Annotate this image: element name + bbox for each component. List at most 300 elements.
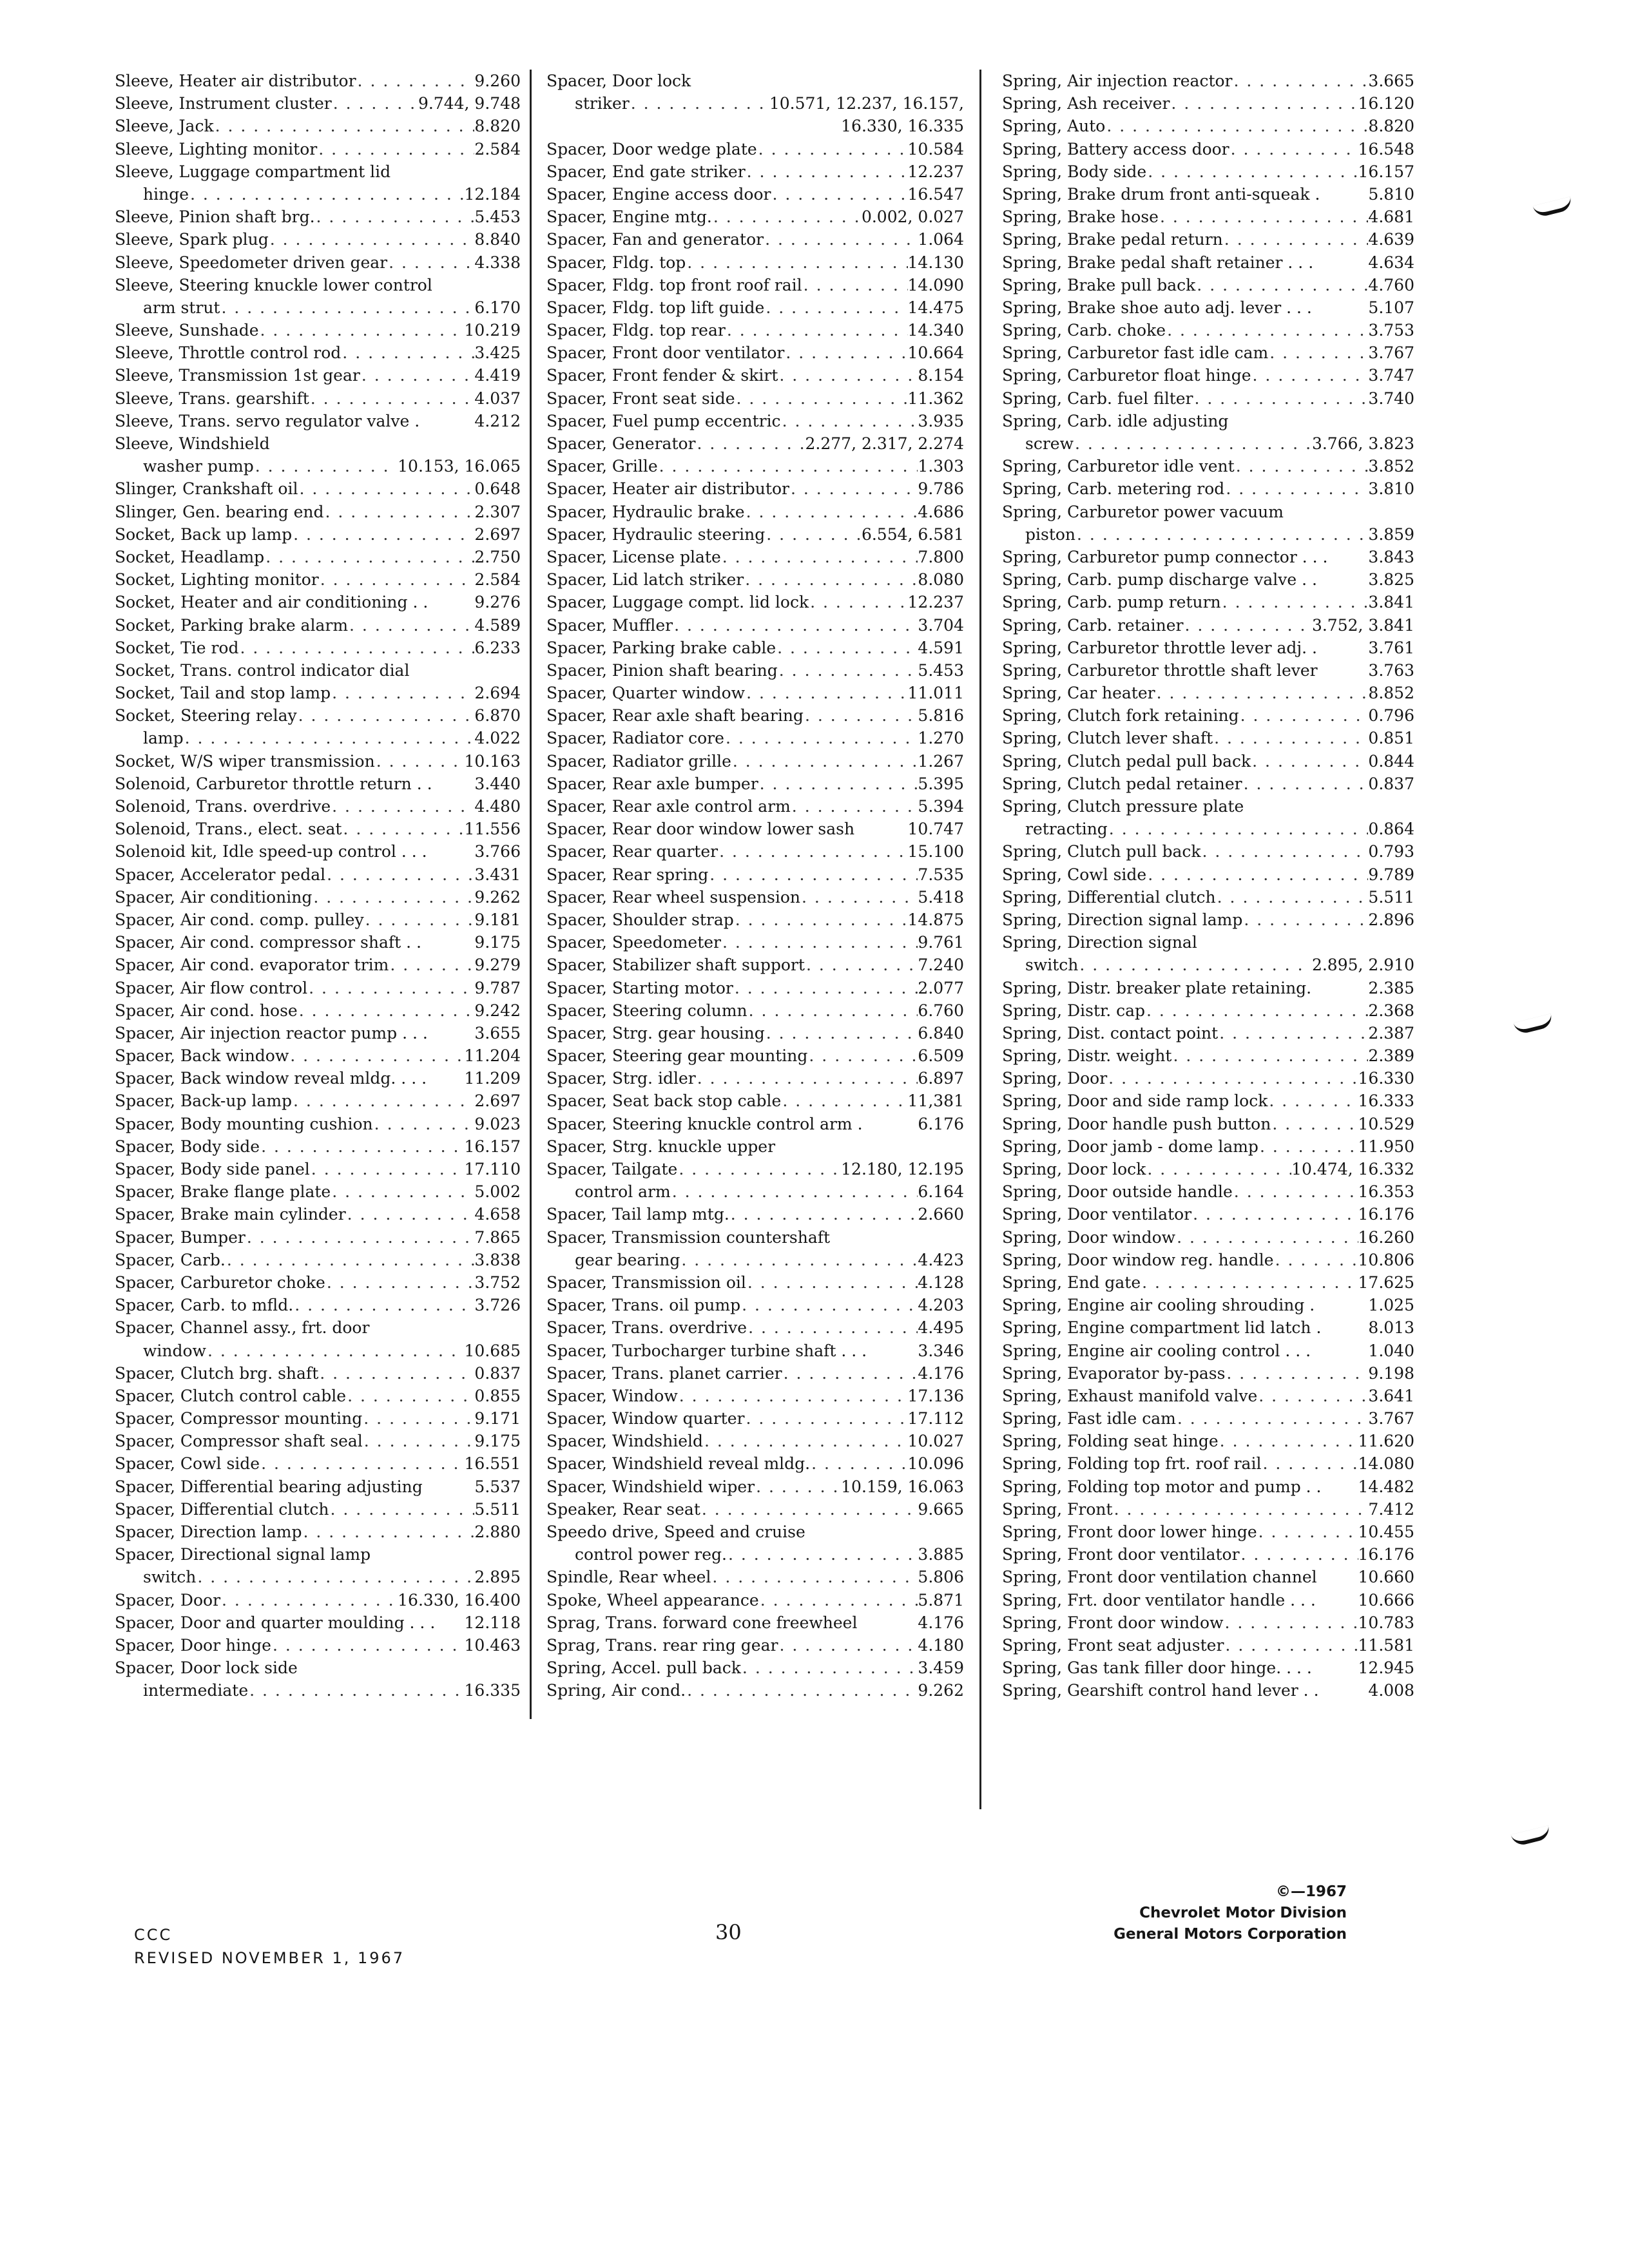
entry-title: Spacer, Channel assy., frt. door	[115, 1318, 370, 1338]
index-entry	[1002, 727, 1414, 749]
entry-title: window	[143, 1341, 206, 1360]
entry-title: Sleeve, Spark plug	[115, 230, 269, 249]
entry-reference: 16.176	[1358, 1205, 1414, 1224]
dot-leader	[805, 954, 918, 976]
entry-title: Socket, Trans. control indicator dial	[115, 660, 410, 680]
dot-leader	[1223, 1611, 1358, 1634]
dot-leader	[1224, 477, 1368, 500]
entry-title: Spacer, Differential clutch	[115, 1499, 329, 1519]
index-entry	[1002, 296, 1414, 319]
entry-title: Spacer, Back window reveal mldg. . . .	[115, 1069, 427, 1088]
entry-title: Spacer, Directional signal lamp	[115, 1545, 371, 1564]
dot-leader	[1146, 863, 1368, 886]
entry-reference: 4.495	[918, 1318, 964, 1338]
dot-leader	[1258, 1135, 1358, 1158]
index-entry	[115, 1452, 521, 1475]
index-entry	[546, 477, 964, 500]
entry-title: Spring, Accel. pull back	[546, 1658, 741, 1678]
index-entry	[115, 1679, 521, 1702]
dot-leader	[318, 1362, 474, 1385]
entry-reference: 4.686	[918, 502, 964, 521]
entry-reference: 0.864	[1368, 820, 1414, 839]
entry-title: Spring, Carb. retainer	[1002, 615, 1184, 635]
entry-title: Spacer, Body side panel	[115, 1160, 310, 1178]
index-entry	[1002, 1113, 1414, 1135]
dot-leader	[758, 773, 918, 795]
index-entry	[115, 296, 521, 319]
entry-title: Spring, Fast idle cam	[1002, 1409, 1176, 1428]
entry-reference: 3.843	[1368, 547, 1414, 566]
entry-title: Spacer, Windshield wiper	[546, 1477, 755, 1496]
entry-reference: 4.128	[918, 1273, 964, 1292]
index-entry	[546, 863, 964, 886]
entry-reference: 6.840	[918, 1023, 964, 1043]
entry-reference: 3.752, 3.841	[1311, 615, 1414, 635]
dot-leader	[680, 1249, 918, 1271]
dot-leader	[696, 1067, 918, 1090]
entry-title: Socket, Heater and air conditioning . .	[115, 593, 429, 612]
entry-title: Spacer, Pinion shaft bearing	[546, 660, 778, 680]
entry-reference: 9.262	[474, 887, 521, 907]
index-entry	[1002, 501, 1414, 523]
entry-reference: 9.786	[918, 479, 964, 499]
dot-leader	[362, 1407, 474, 1430]
entry-title: Spacer, Differential bearing adjusting	[115, 1477, 423, 1496]
entry-title: Spring, Brake drum front anti-squeak .	[1002, 184, 1320, 204]
entry-reference: 4.212	[474, 411, 521, 430]
entry-title: Spring, Carburetor throttle lever adj. .	[1002, 638, 1317, 657]
footer-revised-date: REVISED NOVEMBER 1, 1967	[134, 1949, 405, 1967]
entry-reference: 16.157	[464, 1137, 521, 1156]
index-entry	[115, 1634, 521, 1657]
index-entry	[1002, 591, 1414, 613]
dot-leader	[356, 70, 475, 92]
dot-leader	[293, 1294, 474, 1316]
entry-reference: 6.164	[918, 1182, 964, 1202]
index-entry	[1002, 523, 1414, 546]
margin-tick-mark	[1532, 197, 1573, 218]
index-entry	[115, 523, 521, 546]
dot-leader	[1166, 319, 1368, 341]
entry-reference: 16.330, 16.335	[841, 117, 964, 136]
index-entry	[115, 750, 521, 773]
index-entry	[115, 1362, 521, 1385]
entry-title: Spacer, Clutch control cable	[115, 1386, 347, 1405]
entry-reference: 5.537	[474, 1477, 521, 1496]
index-entry	[1002, 1566, 1414, 1588]
entry-title: Spacer, Air cond. hose	[115, 1001, 298, 1020]
entry-title: Spring, Carburetor power vacuum	[1002, 502, 1284, 521]
entry-title: Sleeve, Luggage compartment lid	[115, 162, 391, 181]
footer-corporation: General Motors Corporation	[1113, 1926, 1347, 1943]
entry-title: Spacer, Bumper	[115, 1227, 246, 1247]
entry-title: Spacer, Air injection reactor pump . . .	[115, 1023, 428, 1043]
index-entry	[1002, 1498, 1414, 1521]
index-entry	[1002, 818, 1414, 840]
entry-title: Solenoid, Trans., elect. seat	[115, 820, 342, 839]
index-entry	[546, 1044, 964, 1067]
dot-leader	[317, 138, 474, 160]
index-entry	[546, 977, 964, 999]
entry-reference: 4.760	[1368, 275, 1414, 294]
index-entry	[1002, 1044, 1414, 1067]
dot-leader	[1274, 1249, 1358, 1271]
index-entry	[115, 206, 521, 228]
dot-leader	[686, 251, 907, 274]
index-entry	[115, 319, 521, 341]
entry-title: Spacer, Starting motor	[546, 978, 733, 997]
index-entry	[115, 591, 521, 613]
entry-title: Socket, Steering relay	[115, 706, 297, 726]
entry-reference: 6.233	[474, 638, 521, 657]
dot-leader	[271, 1634, 465, 1657]
index-entry	[115, 1407, 521, 1430]
entry-reference: 10.571, 12.237, 16.157,	[769, 94, 964, 113]
entry-title: Spring, Carb. pump return	[1002, 593, 1221, 612]
entry-reference: 9.198	[1368, 1363, 1414, 1383]
index-entry	[115, 1611, 521, 1634]
entry-reference: 4.589	[474, 615, 521, 635]
entry-reference: 14.090	[907, 275, 964, 294]
dot-leader	[220, 1589, 398, 1611]
entry-reference: 4.658	[474, 1205, 521, 1224]
entry-reference: 4.203	[918, 1296, 964, 1315]
dot-leader	[1078, 954, 1312, 976]
entry-title: Spring, Carb. choke	[1002, 321, 1166, 340]
entry-title: Spring, Direction signal lamp	[1002, 910, 1243, 929]
entry-title: arm strut	[143, 298, 220, 317]
dot-leader	[1074, 432, 1312, 455]
dot-leader	[248, 1679, 464, 1702]
index-entry	[546, 387, 964, 410]
entry-title: Spacer, Brake main cylinder	[115, 1205, 346, 1224]
index-entry	[1002, 1340, 1414, 1362]
dot-leader	[292, 1090, 474, 1112]
footer-code: CCC	[134, 1926, 173, 1944]
index-entry	[546, 228, 964, 251]
entry-title: Spacer, Fuel pump eccentric	[546, 411, 781, 430]
entry-title: Spring, Front door ventilator	[1002, 1545, 1240, 1564]
index-entry	[115, 1566, 521, 1588]
entry-title: Spring, Front	[1002, 1499, 1113, 1519]
entry-reference: 2.697	[474, 1091, 521, 1111]
entry-reference: 3.425	[474, 343, 521, 363]
index-entry	[115, 818, 521, 840]
dot-leader	[1239, 704, 1369, 727]
index-entry	[115, 999, 521, 1022]
entry-title: Spacer, Steering column	[546, 1001, 747, 1020]
dot-leader	[1195, 274, 1368, 296]
entry-reference: 11.620	[1358, 1432, 1414, 1451]
index-entry	[1002, 432, 1414, 455]
entry-reference: 9.175	[474, 933, 521, 952]
entry-reference: 10.474, 16.332	[1291, 1160, 1414, 1178]
dot-leader	[196, 1566, 474, 1588]
dot-leader	[1145, 999, 1368, 1022]
index-entry	[115, 1090, 521, 1112]
index-entry	[546, 70, 964, 92]
dot-leader	[718, 840, 907, 863]
dot-leader	[747, 1316, 918, 1339]
dot-leader	[1105, 115, 1368, 137]
dot-leader	[325, 863, 474, 886]
dot-leader	[1233, 70, 1369, 92]
index-entry	[546, 1634, 964, 1657]
dot-leader	[673, 614, 918, 637]
index-entry	[115, 1113, 521, 1135]
entry-reference: 1.303	[918, 457, 964, 476]
index-entry	[1002, 1362, 1414, 1385]
dot-leader	[781, 410, 918, 432]
index-entry	[115, 1657, 521, 1679]
index-entry	[546, 1113, 964, 1135]
entry-title: Spacer, Strg. knuckle upper	[546, 1137, 776, 1156]
index-entry	[1002, 455, 1414, 477]
entry-title: Spacer, Hydraulic steering	[546, 524, 766, 544]
dot-leader	[804, 704, 918, 727]
entry-reference: 5.810	[1368, 184, 1414, 204]
dot-leader	[310, 1158, 465, 1180]
entry-title: Spacer, Rear axle bumper	[546, 774, 758, 793]
entry-reference: 2.307	[474, 502, 521, 521]
dot-leader	[1240, 1543, 1358, 1566]
entry-reference: 0.837	[1368, 774, 1414, 793]
dot-leader	[700, 1498, 918, 1521]
dot-leader	[289, 1044, 464, 1067]
dot-leader	[686, 1679, 918, 1702]
index-entry	[115, 477, 521, 500]
index-entry	[115, 568, 521, 591]
entry-reference: 11.209	[464, 1069, 521, 1088]
index-entry	[1002, 773, 1414, 795]
entry-title: gear bearing	[575, 1250, 680, 1269]
entry-title: Spring, Evaporator by-pass	[1002, 1363, 1226, 1383]
index-entry	[546, 750, 964, 773]
index-entry	[1002, 1203, 1414, 1225]
index-entry	[546, 251, 964, 274]
index-entry	[115, 1022, 521, 1044]
entry-title: Sleeve, Jack	[115, 117, 214, 136]
index-entry	[546, 501, 964, 523]
entry-title: Spring, Folding seat hinge	[1002, 1432, 1219, 1451]
entry-title: Spring, Engine air cooling control . . .	[1002, 1341, 1311, 1360]
entry-title: Spacer, Rear axle control arm	[546, 797, 791, 816]
entry-title: Socket, Back up lamp	[115, 524, 293, 544]
entry-title: Spring, Distr. cap	[1002, 1001, 1145, 1020]
index-entry	[546, 568, 964, 591]
entry-title: Spring, Direction signal	[1002, 933, 1197, 952]
index-entry	[1002, 1090, 1414, 1112]
index-entry	[115, 614, 521, 637]
dot-leader	[1257, 1521, 1358, 1543]
dot-leader	[220, 296, 474, 319]
entry-reference: 5.418	[918, 887, 964, 907]
entry-title: Spring, Brake pull back	[1002, 275, 1196, 294]
dot-leader	[778, 364, 918, 387]
index-entry	[546, 92, 964, 115]
entry-title: Spacer, Rear quarter	[546, 842, 718, 861]
entry-reference: 6.897	[918, 1069, 964, 1088]
dot-leader	[226, 1249, 475, 1271]
entry-title: Spacer, Fan and generator	[546, 230, 764, 249]
entry-reference: 6.509	[918, 1046, 964, 1066]
index-entry	[115, 1294, 521, 1316]
index-entry	[546, 840, 964, 863]
entry-reference: 8.820	[1368, 117, 1414, 136]
index-entry	[546, 773, 964, 795]
entry-reference: 9.175	[474, 1432, 521, 1451]
index-entry	[115, 954, 521, 976]
index-entry	[1002, 1657, 1414, 1679]
entry-reference: 4.338	[474, 253, 521, 272]
entry-title: Spring, Ash receiver	[1002, 94, 1170, 113]
entry-title: Sprag, Trans. rear ring gear	[546, 1635, 778, 1655]
entry-reference: 17.112	[907, 1409, 964, 1428]
index-entry	[1002, 160, 1414, 183]
index-entry	[546, 1294, 964, 1316]
dot-leader	[348, 614, 474, 637]
dot-leader	[1108, 818, 1369, 840]
entry-title: Spacer, Tail lamp mtg.	[546, 1205, 729, 1224]
entry-title: Spacer, Windshield reveal mldg.	[546, 1454, 811, 1474]
entry-title: Spacer, Transmission countershaft	[546, 1227, 831, 1247]
entry-reference: 8.013	[1368, 1318, 1414, 1338]
entry-reference: 2.584	[474, 139, 521, 159]
entry-reference: 10.219	[464, 321, 521, 340]
entry-title: Spring, Door	[1002, 1069, 1108, 1088]
dot-leader	[1216, 886, 1369, 908]
entry-reference: 12.237	[907, 162, 964, 181]
entry-title: Spacer, Clutch brg. shaft	[115, 1363, 319, 1383]
entry-reference: 1.040	[1368, 1341, 1414, 1360]
entry-reference: 11.556	[464, 820, 521, 839]
index-entry	[1002, 228, 1414, 251]
dot-leader	[696, 432, 805, 455]
index-entry	[1002, 251, 1414, 274]
entry-reference: 10.096	[907, 1454, 964, 1474]
index-entry	[546, 1611, 964, 1634]
entry-reference: 9.023	[474, 1114, 521, 1133]
entry-reference: 14.080	[1358, 1454, 1414, 1474]
entry-reference: 2.077	[918, 978, 964, 997]
entry-reference: 10.463	[464, 1635, 521, 1655]
entry-title: Spacer, Front fender & skirt	[546, 366, 778, 385]
index-entry	[1002, 1543, 1414, 1566]
dot-leader	[745, 682, 907, 704]
entry-reference: 12.237	[907, 593, 964, 612]
dot-leader	[759, 1589, 918, 1611]
index-entry	[115, 1316, 521, 1339]
dot-leader	[1251, 364, 1369, 387]
index-entry	[546, 1316, 964, 1339]
margin-tick-mark	[1510, 1825, 1551, 1847]
dot-leader	[1251, 750, 1368, 773]
entry-reference: 5.394	[918, 797, 964, 816]
index-entry	[115, 908, 521, 931]
entry-title: control arm	[575, 1182, 671, 1202]
entry-title: Spacer, Luggage compt. lid lock	[546, 593, 809, 612]
dot-leader	[323, 501, 474, 523]
entry-reference: 16.547	[907, 184, 964, 204]
index-entry	[115, 251, 521, 274]
index-entry	[546, 1158, 964, 1180]
dot-leader	[1219, 1430, 1358, 1452]
index-entry	[1002, 999, 1414, 1022]
entry-title: Spacer, Body side	[115, 1137, 260, 1156]
entry-reference: 11.011	[907, 684, 964, 703]
entry-reference: 4.022	[474, 729, 521, 748]
index-entry	[546, 908, 964, 931]
entry-title: Spacer, Steering knuckle control arm .	[546, 1114, 863, 1133]
index-entry	[546, 1067, 964, 1090]
dot-leader	[755, 1475, 841, 1498]
column-divider-left	[530, 70, 532, 1719]
dot-leader	[346, 1203, 475, 1225]
entry-reference: 5.806	[918, 1568, 964, 1587]
entry-title: retracting	[1025, 820, 1108, 839]
dot-leader	[1261, 1452, 1358, 1475]
index-entry	[546, 206, 964, 228]
index-entry	[1002, 659, 1414, 682]
entry-title: lamp	[143, 729, 184, 748]
index-entry	[1002, 704, 1414, 727]
dot-leader	[1242, 773, 1369, 795]
entry-reference: 2.697	[474, 524, 521, 544]
dot-leader	[319, 568, 475, 591]
dot-leader	[734, 908, 908, 931]
dot-leader	[1235, 455, 1369, 477]
entry-reference: 9.171	[474, 1409, 521, 1428]
entry-reference: 4.423	[918, 1250, 964, 1269]
dot-leader	[298, 477, 474, 500]
index-entry	[546, 637, 964, 659]
dot-leader	[765, 523, 862, 546]
dot-leader	[703, 1430, 908, 1452]
entry-reference: 14.475	[907, 298, 964, 317]
entry-title: Socket, Parking brake alarm	[115, 615, 349, 635]
entry-reference: 7.412	[1368, 1499, 1414, 1519]
dot-leader	[1221, 591, 1369, 613]
index-entry	[115, 727, 521, 749]
entry-title: Spring, Clutch pedal retainer	[1002, 774, 1242, 793]
dot-leader	[1113, 1498, 1369, 1521]
index-entry	[546, 614, 964, 637]
dot-leader	[727, 1543, 918, 1566]
entry-reference: 10.664	[907, 343, 964, 363]
index-entry	[115, 455, 521, 477]
index-entry	[115, 1135, 521, 1158]
entry-reference: 9.744, 9.748	[418, 94, 521, 113]
dot-leader	[269, 228, 475, 251]
index-entry	[1002, 1475, 1414, 1498]
entry-title: Spring, Front door window	[1002, 1613, 1224, 1632]
entry-title: Slinger, Gen. bearing end	[115, 502, 324, 521]
index-entry	[1002, 341, 1414, 364]
index-entry	[115, 1044, 521, 1067]
dot-leader	[764, 228, 918, 251]
index-entry	[115, 1271, 521, 1294]
entry-title: Spacer, Window quarter	[546, 1409, 745, 1428]
index-entry	[546, 1090, 964, 1112]
entry-title: Socket, W/S wiper transmission	[115, 751, 375, 771]
entry-reference: 10.584	[907, 139, 964, 159]
entry-reference: 12.184	[464, 184, 521, 204]
entry-reference: 1.064	[918, 230, 964, 249]
index-entry	[546, 1271, 964, 1294]
dot-leader	[778, 1634, 918, 1657]
entry-title: Spacer, Trans. oil pump	[546, 1296, 741, 1315]
index-entry	[1002, 1679, 1414, 1702]
